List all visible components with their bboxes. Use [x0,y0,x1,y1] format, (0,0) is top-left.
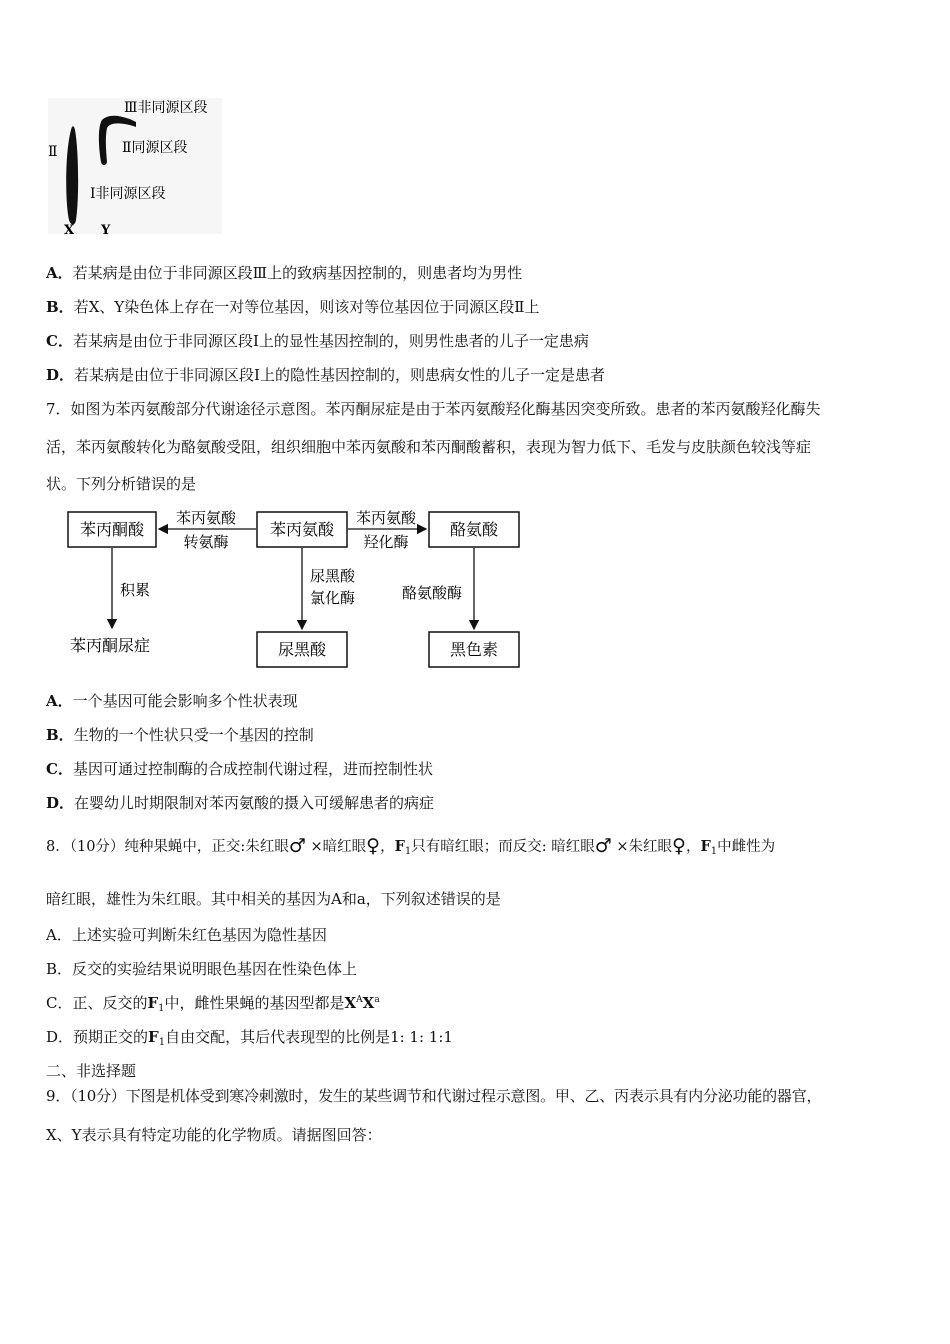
q9-stem-line1: 9．（10分）下图是机体受到寒冷刺激时，发生的某些调节和代谢过程示意图。甲、乙、丙表示具有内分泌功能的器官， [46,1087,822,1105]
q8-option-d[interactable]: D．预期正交的$F_1$自由交配，其后代表现型的比例是1: 1: 1:1 [46,1028,453,1048]
section-title: 二、非选择题 [46,1062,137,1080]
q7-stem-line2: 活，苯丙氨酸转化为酪氨酸受阻，组织细胞中苯丙氨酸和苯丙酮酸蓄积，表现为智力低下、毛发与皮肤颜色较浅等症 [46,438,812,456]
q7-option-d[interactable]: D．在婴幼儿时期限制对苯丙氨酸的摄入可缓解患者的病症 [46,794,435,812]
q6-option-a[interactable]: A．若某病是由位于非同源区段Ⅲ上的致病基因控制的，则患者均为男性 [46,264,523,282]
q8-stem-line1: 8．（10分）纯种果蝇中，正交:朱红眼♂ ×暗红眼♀，$F_1$只有暗红眼；而反交: 暗红眼♂ ×朱红眼♀，$F_1$中雌性为 [46,835,776,857]
label-y: Y [101,223,111,238]
label-x: X [64,223,75,238]
label-II-segment: Ⅱ同源区段 [122,140,188,156]
enzyme-hydroxylase-1: 苯丙氨酸 [355,509,417,527]
enzyme-tyrosinase: 酪氨酸酶 [401,584,463,602]
box-phenylpyruvate-label: 苯丙酮酸 [79,520,145,539]
box-homogentisic-label: 尿黑酸 [277,640,327,659]
female-icon: ♀ [366,835,381,857]
label-III: Ⅲ非同源区段 [124,100,208,116]
box-phenylalanine-label: 苯丙氨酸 [269,520,335,539]
q7-option-a[interactable]: A．一个基因可能会影响多个性状表现 [46,692,298,710]
enzyme-hydroxylase-2: 羟化酶 [363,533,409,551]
chromosome-drawing [46,92,226,240]
q6-option-c[interactable]: C．若某病是由位于非同源区段Ⅰ上的显性基因控制的，则男性患者的儿子一定患病 [46,332,589,350]
q8-stem-line2: 暗红眼，雄性为朱红眼。其中相关的基因为A和a，下列叙述错误的是 [46,890,501,908]
q7-stem-line1: 7．如图为苯丙氨酸部分代谢途径示意图。苯丙酮尿症是由于苯丙氨酸羟化酶基因突变所致。患者的苯丙氨酸羟化酶失 [46,400,821,418]
enzyme-hga-1: 尿黑酸 [310,567,356,585]
metabolism-diagram [60,503,530,675]
male-icon: ♂ [594,835,612,857]
q9-stem-line2: X、Y表示具有特定功能的化学物质。请据图回答： [46,1126,382,1144]
enzyme-hga-2: 氯化酶 [310,589,356,607]
q7-stem-line3: 状。下列分析错误的是 [46,475,197,493]
male-icon: ♂ [288,835,306,857]
q8-option-a[interactable]: A．上述实验可判断朱红色基因为隐性基因 [46,926,327,944]
pku-label: 苯丙酮尿症 [69,636,151,655]
label-II-side: Ⅱ [48,144,58,160]
q8-option-b[interactable]: B．反交的实验结果说明眼色基因在性染色体上 [46,960,358,978]
label-I-segment: Ⅰ非同源区段 [90,186,166,202]
female-icon: ♀ [672,835,686,857]
q6-option-b[interactable]: B．若X、Y染色体上存在一对等位基因，则该对等位基因位于同源区段Ⅱ上 [46,298,540,316]
q7-option-b[interactable]: B．生物的一个性状只受一个基因的控制 [46,726,314,744]
enzyme-transaminase-1: 苯丙氨酸 [175,509,237,527]
box-tyrosine-label: 酪氨酸 [449,520,499,539]
q6-option-d[interactable]: D．若某病是由位于非同源区段Ⅰ上的隐性基因控制的，则患病女性的儿子一定是患者 [46,366,605,384]
accumulate-label: 积累 [120,581,151,599]
chromosome-figure [46,92,226,240]
enzyme-transaminase-2: 转氨酶 [183,533,229,551]
q8-option-c[interactable]: C．正、反交的$F_1$中，雌性果蝇的基因型都是$X^AX^a$ [46,994,380,1014]
box-melanin-label: 黑色素 [449,640,499,659]
q7-option-c[interactable]: C．基因可通过控制酶的合成控制代谢过程，进而控制性状 [46,760,433,778]
